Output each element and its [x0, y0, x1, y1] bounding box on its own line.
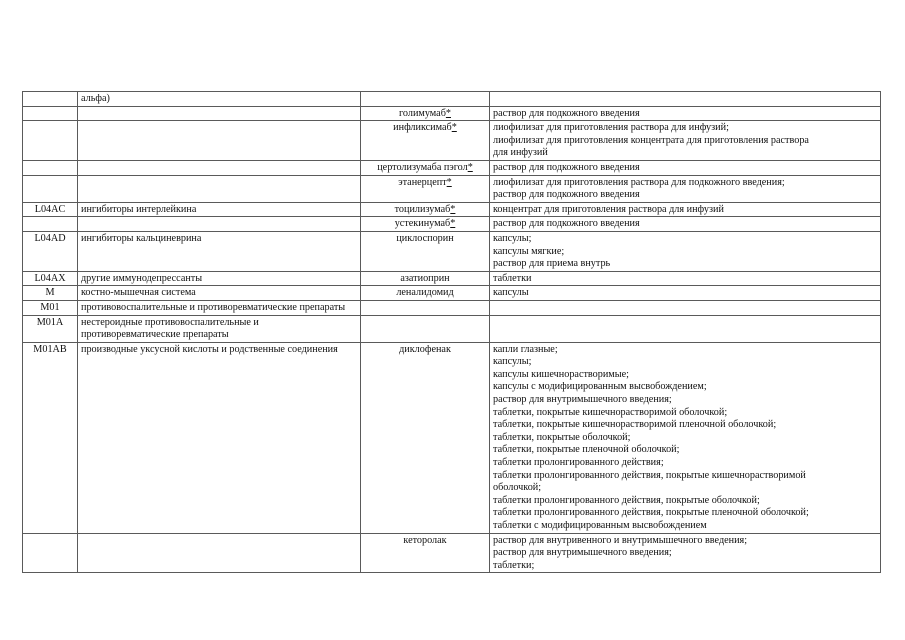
atc-code-cell: M01A: [23, 315, 78, 342]
dosage-forms-cell: [490, 231, 881, 271]
dosage-forms-cell: [490, 202, 881, 217]
atc-code-cell: [23, 533, 78, 573]
dosage-form-line: таблетки с модифицированным высвобождением: [493, 520, 707, 531]
dosage-forms-cell: [490, 106, 881, 121]
atc-code-cell: M01AB: [23, 342, 78, 533]
atc-code-cell: [23, 160, 78, 175]
dosage-form-line: раствор для приема внутрь: [493, 258, 611, 270]
dosage-form-line: лиофилизат для приготовления раствора для подкожного введения;: [493, 176, 785, 188]
footnote-asterisk: *: [446, 176, 452, 188]
table-body: [23, 92, 881, 573]
anatomical-therapeutic-group-cell: противовоспалительные и противоревматические препараты: [78, 300, 361, 315]
anatomical-therapeutic-group-cell: альфа): [78, 92, 361, 107]
dosage-form-line: таблетки пролонгированного действия, покрытые пленочной оболочкой;: [493, 507, 809, 519]
dosage-form-line: лиофилизат для приготовления раствора для инфузий;: [493, 122, 729, 134]
atc-code-cell: [23, 121, 78, 161]
dosage-form-line: для инфузий: [493, 147, 548, 159]
drug-name: циклоспорин: [396, 232, 454, 244]
dosage-forms-cell: [490, 121, 881, 161]
table-row: [23, 533, 881, 573]
dosage-form-line: раствор для внутримышечного введения;: [493, 394, 672, 406]
atc-code-cell: L04AC: [23, 202, 78, 217]
dosage-form-line: концентрат для приготовления раствора для инфузий: [493, 203, 724, 215]
anatomical-therapeutic-group-cell: производные уксусной кислоты и родственные соединения: [78, 342, 361, 533]
anatomical-therapeutic-group-cell: [78, 175, 361, 202]
anatomical-therapeutic-group-cell: ингибиторы кальциневрина: [78, 231, 361, 271]
dosage-form-line: капсулы;: [493, 356, 532, 368]
drug-name-cell: [361, 342, 490, 533]
drug-name: диклофенак: [399, 343, 451, 355]
drug-name-cell: [361, 286, 490, 301]
table-row: [23, 160, 881, 175]
dosage-form-line: таблетки, покрытые пленочной оболочкой;: [493, 444, 680, 456]
atc-code-cell: L04AD: [23, 231, 78, 271]
dosage-forms-cell: [490, 271, 881, 286]
drug-name: леналидомид: [396, 287, 454, 299]
table-row: [23, 286, 881, 301]
atc-code-cell: [23, 92, 78, 107]
dosage-form-line: раствор для подкожного введения: [493, 189, 640, 201]
drug-name: голимумаб: [398, 107, 446, 119]
anatomical-therapeutic-group-cell: [78, 217, 361, 232]
footnote-asterisk: *: [451, 122, 457, 134]
drug-name-cell: [361, 202, 490, 217]
table-row: [23, 342, 881, 533]
drug-list-table: [22, 91, 881, 573]
table-row: [23, 175, 881, 202]
dosage-forms-cell: [490, 160, 881, 175]
dosage-forms-cell: [490, 286, 881, 301]
dosage-form-line: раствор для подкожного введения: [493, 218, 640, 230]
dosage-forms-cell: [490, 342, 881, 533]
atc-code-cell: M: [23, 286, 78, 301]
drug-name-cell: [361, 231, 490, 271]
dosage-form-line: таблетки: [493, 272, 532, 284]
drug-name-cell: [361, 300, 490, 315]
dosage-form-line: таблетки, покрытые кишечнорастворимой пленочной оболочкой;: [493, 419, 777, 431]
dosage-forms-cell: [490, 92, 881, 107]
anatomical-therapeutic-group-cell: [78, 533, 361, 573]
dosage-form-line: раствор для внутривенного и внутримышечного введения;: [493, 534, 748, 546]
table-row: [23, 315, 881, 342]
atc-code-cell: [23, 217, 78, 232]
dosage-form-line: капсулы;: [493, 232, 532, 244]
drug-name-cell: [361, 121, 490, 161]
anatomical-therapeutic-group-cell: костно-мышечная система: [78, 286, 361, 301]
table-row: [23, 202, 881, 217]
footnote-asterisk: *: [450, 218, 456, 230]
drug-name-cell: [361, 92, 490, 107]
anatomical-therapeutic-group-cell: [78, 160, 361, 175]
dosage-form-line: раствор для внутримышечного введения;: [493, 547, 672, 559]
dosage-form-line: таблетки пролонгированного действия, покрытые оболочкой;: [493, 494, 760, 506]
anatomical-therapeutic-group-cell: другие иммунодепрессанты: [78, 271, 361, 286]
footnote-asterisk: *: [450, 203, 456, 215]
table-row: [23, 106, 881, 121]
footnote-asterisk: *: [445, 107, 451, 119]
table-row: [23, 92, 881, 107]
drug-name-cell: [361, 106, 490, 121]
table-row: [23, 217, 881, 232]
table-row: [23, 231, 881, 271]
anatomical-therapeutic-group-cell: [78, 121, 361, 161]
drug-name-cell: [361, 217, 490, 232]
atc-code-cell: M01: [23, 300, 78, 315]
dosage-form-line: капсулы мягкие;: [493, 245, 565, 257]
dosage-form-line: таблетки пролонгированного действия, покрытые кишечнорастворимой: [493, 469, 806, 481]
dosage-form-line: раствор для подкожного введения: [493, 161, 640, 173]
anatomical-therapeutic-group-cell: [78, 106, 361, 121]
atc-code-cell: [23, 175, 78, 202]
table-row: [23, 271, 881, 286]
dosage-form-line: раствор для подкожного введения: [493, 107, 640, 119]
dosage-forms-cell: [490, 533, 881, 573]
drug-name-cell: [361, 533, 490, 573]
drug-name: инфликсимаб: [393, 122, 452, 134]
dosage-form-line: таблетки;: [493, 559, 535, 571]
drug-name-cell: [361, 271, 490, 286]
dosage-form-line: таблетки пролонгированного действия;: [493, 457, 664, 469]
dosage-form-line: капли глазные;: [493, 343, 558, 355]
dosage-form-line: таблетки, покрытые оболочкой;: [493, 431, 631, 443]
drug-name: кеторолак: [403, 534, 447, 546]
atc-code-cell: L04AX: [23, 271, 78, 286]
table-row: [23, 121, 881, 161]
anatomical-therapeutic-group-cell: нестероидные противовоспалительные и противоревматические препараты: [78, 315, 361, 342]
anatomical-therapeutic-group-cell: ингибиторы интерлейкина: [78, 202, 361, 217]
dosage-form-line: оболочкой;: [493, 482, 542, 494]
drug-name-cell: [361, 175, 490, 202]
footnote-asterisk: *: [467, 161, 473, 173]
atc-code-cell: [23, 106, 78, 121]
dosage-form-line: таблетки, покрытые кишечнорастворимой оболочкой;: [493, 406, 728, 418]
dosage-form-line: капсулы кишечнорастворимые;: [493, 368, 629, 380]
dosage-form-line: лиофилизат для приготовления концентрата для приготовления раствора: [493, 134, 809, 146]
dosage-forms-cell: [490, 300, 881, 315]
drug-name-cell: [361, 160, 490, 175]
dosage-forms-cell: [490, 175, 881, 202]
table-row: [23, 300, 881, 315]
drug-name: этанерцепт: [398, 176, 447, 188]
drug-name: тоцилизумаб: [394, 203, 451, 215]
dosage-forms-cell: [490, 315, 881, 342]
dosage-form-line: капсулы с модифицированным высвобождением;: [493, 381, 707, 393]
drug-name: устекинумаб: [394, 218, 451, 230]
drug-name: цертолизумаба пэгол: [377, 161, 468, 173]
drug-name: азатиоприн: [400, 272, 450, 284]
dosage-form-line: капсулы: [493, 287, 529, 299]
dosage-forms-cell: [490, 217, 881, 232]
drug-name-cell: [361, 315, 490, 342]
